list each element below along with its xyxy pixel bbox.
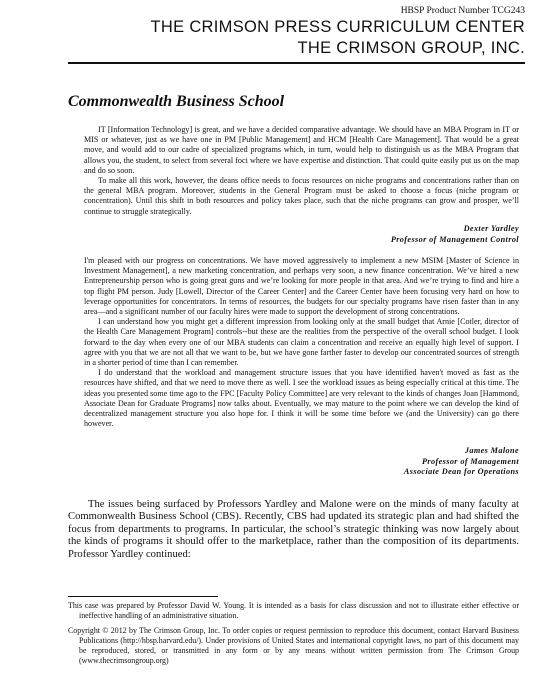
malone-name: James Malone [464, 446, 519, 455]
malone-paragraph-1: I'm pleased with our progress on concentrations. We have moved aggressively to implement a new MSIM [Master of Science in Investment Management], a new marketing concentration, and perhaps very soon, a new finance concentration. We’ve hired a new Entrepreneurship person who is going great guns and we’re looking for more people in that area. And we’re trying to find and hire a top flight PM person. Judy [Lowell, Director of the Career Center] and the Career Center have been focusing very hard on how to leverage opportunities for concentrators. In terms of resources, the budgets for our specialty programs have risen faster than in any area—and a significant number of our faculty hires were made to support the development of strong concentrations. [84, 256, 519, 317]
malone-quote [84, 256, 519, 429]
malone-title-1: Professor of Management [422, 456, 519, 466]
publisher-line-2: THE CRIMSON GROUP, INC. [297, 39, 525, 57]
yardley-paragraph-2: To make all this work, however, the deans office needs to focus resources on niche programs and concentrations rather than on the general MBA program. Moreover, students in the General Program must be asked to choose a focus (niche program or concentration). Until this shift in both resources and policy takes place, such that the niche programs can grow and prosper, we’ll continue to struggle strategically. [84, 176, 519, 216]
yardley-title: Professor of Management Control [390, 234, 519, 244]
malone-title-2: Associate Dean for Operations [403, 467, 519, 476]
case-narrative [68, 499, 519, 561]
case-footer [68, 601, 519, 666]
malone-paragraph-3: I do understand that the workload and management structure issues that you have identified haven't moved as fast as the resources have shifted, and that we need to move there as well. I see the workload issues as being especially critical at this time. The ideas you presented some time ago to the FPC [Faculty Policy Committee] are very relevant to the kinds of changes Joan [Hammond, Associate Dean for Graduate Programs] now talks about. Eventually, we may mature to the point where we can develop the kind of decentralized management structure you also hope for. I think it will be some time before we (and the University) can go there however. [84, 368, 519, 429]
yardley-quote [84, 125, 519, 217]
product-number: HBSP Product Number TCG243 [400, 6, 525, 16]
footnote-rule [68, 596, 218, 597]
malone-paragraph-2: I can understand how you might get a different impression from looking only at the small budget that Arnie [Cotler, director of the Health Care Management Program] controls--but these are the realities from the perspective of the overall school budget. I look forward to the day when every one of our MBA students can claim a concentration and receive an equally high level of support. I agree with you that we are not all that we want to be, but we have gone farther faster to develop our concentrated sources of strength in a shorter period of time than I can remember. [84, 317, 519, 368]
case-title: Commonwealth Business School [68, 93, 285, 110]
malone-signature [404, 446, 519, 478]
header-rule [68, 62, 525, 64]
yardley-name: Dexter Yardley [463, 224, 519, 233]
yardley-paragraph-1: IT [Information Technology] is great, and we have a decided comparative advantage. We should have an MBA Program in IT or MIS or whatever, just as we have one in PM [Public Management] and HCM [Health Care Management]. That would be a great move, and would add to our cadre of specialized programs which, in turn, would help to distinguish us as the MBA Program that allows you, the student, to select from several foci where we have expertise and distinction. That could quite easily put us on the map and do so soon. [84, 125, 519, 175]
yardley-signature [391, 224, 519, 245]
narrative-paragraph: The issues being surfaced by Professors Yardley and Malone were on the minds of many faculty at Commonwealth Business School (CBS). Recently, CBS had updated its strategic plan and had shifted the focus from departments to programs. In particular, the school’s strategic thinking was now largely about the kinds of programs it should offer to the marketplace, rather than the composition of its departments. Professor Yardley continued: [68, 499, 519, 560]
authorship-note: This case was prepared by Professor David W. Young. It is intended as a basis for class discussion and not to illustrate either effective or ineffective handling of an administrative situation. [68, 601, 519, 620]
publisher-line-1: THE CRIMSON PRESS CURRICULUM CENTER [150, 18, 525, 36]
copyright-notice: Copyright © 2012 by The Crimson Group, Inc. To order copies or request permission to reproduce this document, contact Harvard Business Publications (http://hbsp.harvard.edu/). Under provisions of United States and international copyright laws, no part of this document may be reproduced, stored, or transmitted in any form or by any means without written permission from The Crimson Group (www.thecrimsongroup.org) [68, 626, 519, 665]
